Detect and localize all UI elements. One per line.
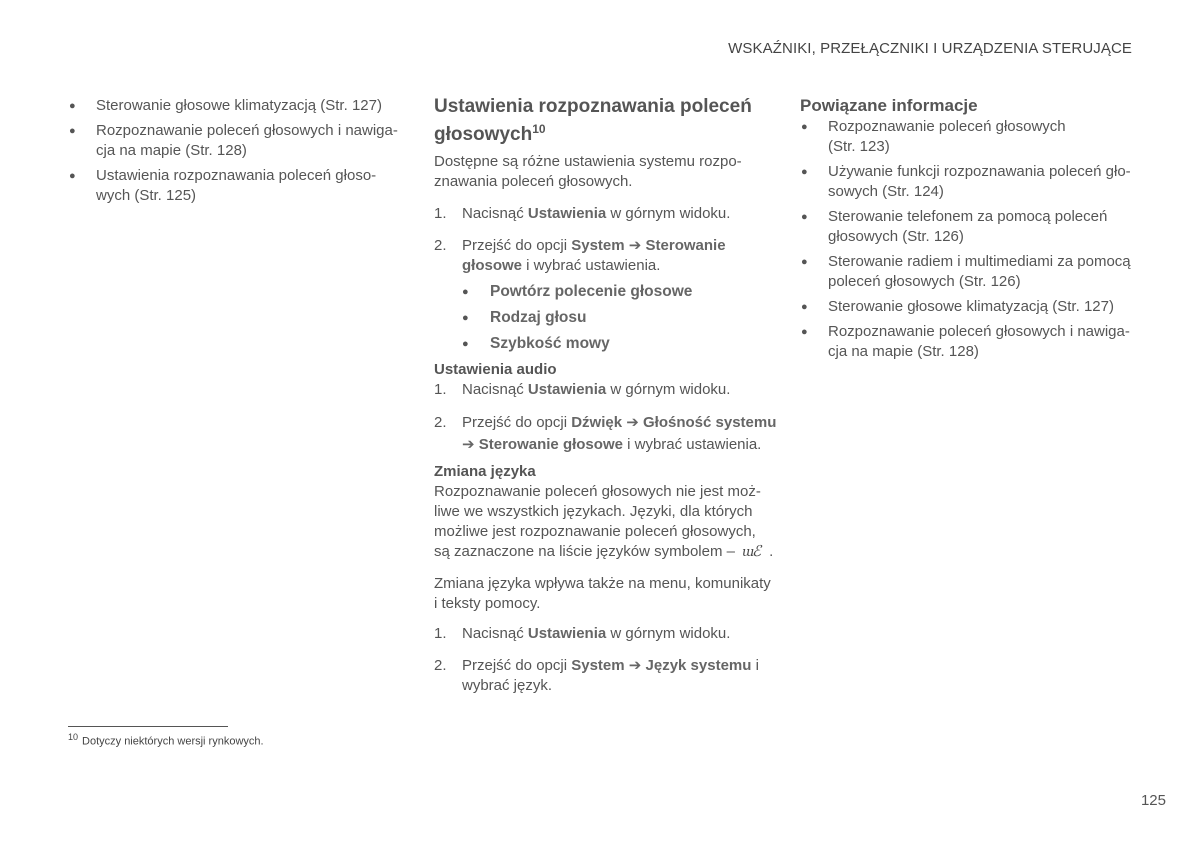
list-item: ● Używanie funkcji rozpoznawania poleceń gło- sowych (Str. 124): [800, 162, 1140, 202]
list-item: ● Sterowanie głosowe klimatyzacją (Str. 127): [800, 297, 1140, 317]
left-related-list: [68, 96, 408, 206]
left-column: [68, 96, 408, 211]
page-number: 125: [1140, 792, 1166, 809]
footnote-ref: 10: [532, 122, 546, 136]
list-item: ● Powtórz polecenie głosowe: [462, 282, 779, 302]
footnote: [68, 732, 264, 748]
list-item: ● Sterowanie radiem i multimediami za pomocą poleceń głosowych (Str. 126): [800, 252, 1140, 292]
audio-steps: [434, 380, 779, 456]
step-item: 2. Przejść do opcji System ➔ Sterowanie głosowe i wybrać ustawienia. ● Powtórz polecenie głosowe ● Rodzaj głosu ● Szybkość mowy: [434, 236, 779, 354]
footnote-number: 10: [68, 732, 79, 742]
list-item: ● Rozpoznawanie poleceń głosowych i nawiga- cja na mapie (Str. 128): [800, 322, 1140, 362]
step-item: 2. Przejść do opcji System ➔ Język systemu i wybrać język.: [434, 657, 759, 694]
arrow-icon: ➔: [628, 657, 642, 674]
right-column: [800, 96, 1140, 367]
middle-column: [434, 96, 779, 696]
arrow-icon: ➔: [628, 237, 642, 254]
list-item: ● Szybkość mowy: [462, 334, 779, 354]
arrow-icon: ➔: [462, 436, 475, 453]
intro-text: Dostępne są różne ustawienia systemu rozpo- znawania poleceń głosowych.: [434, 153, 742, 190]
voice-options-list: [462, 282, 779, 354]
list-item: ● Sterowanie głosowe klimatyzacją (Str. 127): [68, 96, 408, 116]
svg-text:ℰ: ℰ: [752, 542, 762, 560]
list-item: ● Sterowanie telefonem za pomocą poleceń głosowych (Str. 126): [800, 207, 1140, 247]
step-item: 1. Nacisnąć Ustawienia w górnym widoku.: [434, 205, 731, 222]
language-heading: Zmiana języka: [434, 463, 536, 480]
footnote-divider: [68, 726, 228, 727]
language-steps: [434, 624, 779, 696]
list-item: ● Rozpoznawanie poleceń głosowych i nawiga- cja na mapie (Str. 128): [68, 121, 408, 161]
related-info-list: [800, 117, 1140, 362]
settings-steps: [434, 204, 779, 354]
svg-text:ɯ: ɯ: [742, 545, 755, 560]
related-info-title: Powiązane informacje: [800, 96, 978, 115]
list-item: ● Ustawienia rozpoznawania poleceń głoso- wych (Str. 125): [68, 166, 408, 206]
list-item: ● Rozpoznawanie poleceń głosowych (Str. 123): [800, 117, 1140, 157]
footnote-text: Dotyczy niektórych wersji rynkowych.: [82, 735, 264, 748]
list-item: ● Rodzaj głosu: [462, 308, 779, 328]
arrow-icon: ➔: [626, 414, 639, 431]
step-item: 1. Nacisnąć Ustawienia w górnym widoku.: [434, 625, 731, 642]
voice-language-icon: [741, 542, 767, 566]
step-item: 1. Nacisnąć Ustawienia w górnym widoku.: [434, 381, 731, 398]
language-paragraph: Rozpoznawanie poleceń głosowych nie jest moż- liwe we wszystkich językach. Języki, dla których możliwe jest rozpoznawanie poleceń głosowych, są zaznaczone na liście języków symbolem – ɯ ℰ .: [434, 482, 779, 566]
section-title: Ustawienia rozpoznawania poleceń głosowych$^{10}$: [434, 96, 752, 145]
page-header: WSKAŹNIKI, PRZEŁĄCZNIKI I URZĄDZENIA STERUJĄCE: [728, 40, 1132, 57]
audio-heading: Ustawienia audio: [434, 361, 557, 378]
step-item: 2. Przejść do opcji Dźwięk ➔ Głośność systemu ➔ Sterowanie głosowe i wybrać ustawienia.: [434, 414, 777, 453]
language-note: Zmiana języka wpływa także na menu, komunikaty i teksty pomocy.: [434, 575, 771, 612]
